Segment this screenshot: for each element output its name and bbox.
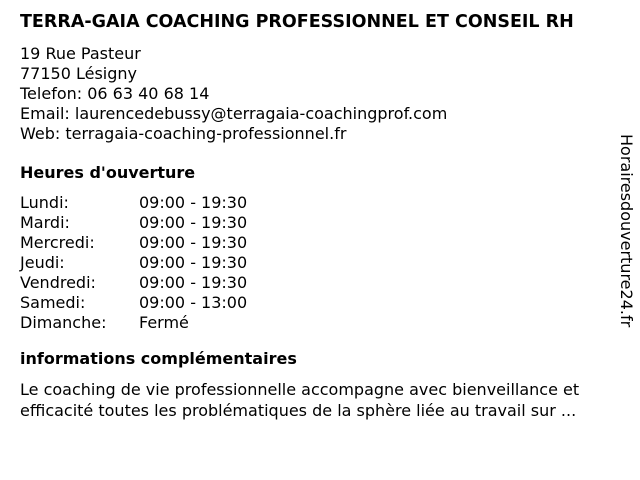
hours-row-monday bbox=[20, 193, 612, 213]
hours-row-thursday bbox=[20, 253, 612, 273]
hours-table bbox=[20, 193, 612, 333]
time-value: Fermé bbox=[139, 313, 189, 332]
hours-row-saturday bbox=[20, 293, 612, 313]
day-label: Mercredi: bbox=[20, 233, 95, 252]
day-label: Vendredi: bbox=[20, 273, 96, 292]
hours-heading: Heures d'ouverture bbox=[20, 163, 196, 182]
day-label: Lundi: bbox=[20, 193, 69, 212]
hours-row-wednesday bbox=[20, 233, 612, 253]
time-value: 09:00 - 19:30 bbox=[139, 253, 248, 272]
day-label: Samedi: bbox=[20, 293, 86, 312]
contact-block bbox=[20, 44, 612, 144]
web-line: Web: terragaia-coaching-professionnel.fr bbox=[20, 124, 347, 143]
address-city: 77150 Lésigny bbox=[20, 64, 138, 83]
time-value: 09:00 - 13:00 bbox=[139, 293, 248, 312]
day-label: Mardi: bbox=[20, 213, 70, 232]
hours-row-tuesday bbox=[20, 213, 612, 233]
brand-watermark: Horairesdouverture24.fr bbox=[617, 134, 636, 328]
hours-row-friday bbox=[20, 273, 612, 293]
time-value: 09:00 - 19:30 bbox=[139, 233, 248, 252]
time-value: 09:00 - 19:30 bbox=[139, 213, 248, 232]
business-card bbox=[20, 12, 612, 421]
info-description: Le coaching de vie professionnelle accompagne avec bienveillance et efficacité toutes les problématiques de la sphère liée au travail sur ... bbox=[20, 380, 580, 420]
hours-row-sunday bbox=[20, 313, 612, 333]
day-label: Dimanche: bbox=[20, 313, 107, 332]
day-label: Jeudi: bbox=[20, 253, 65, 272]
email-line: Email: laurencedebussy@terragaia-coachingprof.com bbox=[20, 104, 448, 123]
phone-line: Telefon: 06 63 40 68 14 bbox=[20, 84, 210, 103]
info-heading: informations complémentaires bbox=[20, 349, 297, 368]
address-street: 19 Rue Pasteur bbox=[20, 44, 141, 63]
time-value: 09:00 - 19:30 bbox=[139, 273, 248, 292]
business-name: TERRA-GAIA COACHING PROFESSIONNEL ET CONSEIL RH bbox=[20, 12, 574, 32]
time-value: 09:00 - 19:30 bbox=[139, 193, 248, 212]
